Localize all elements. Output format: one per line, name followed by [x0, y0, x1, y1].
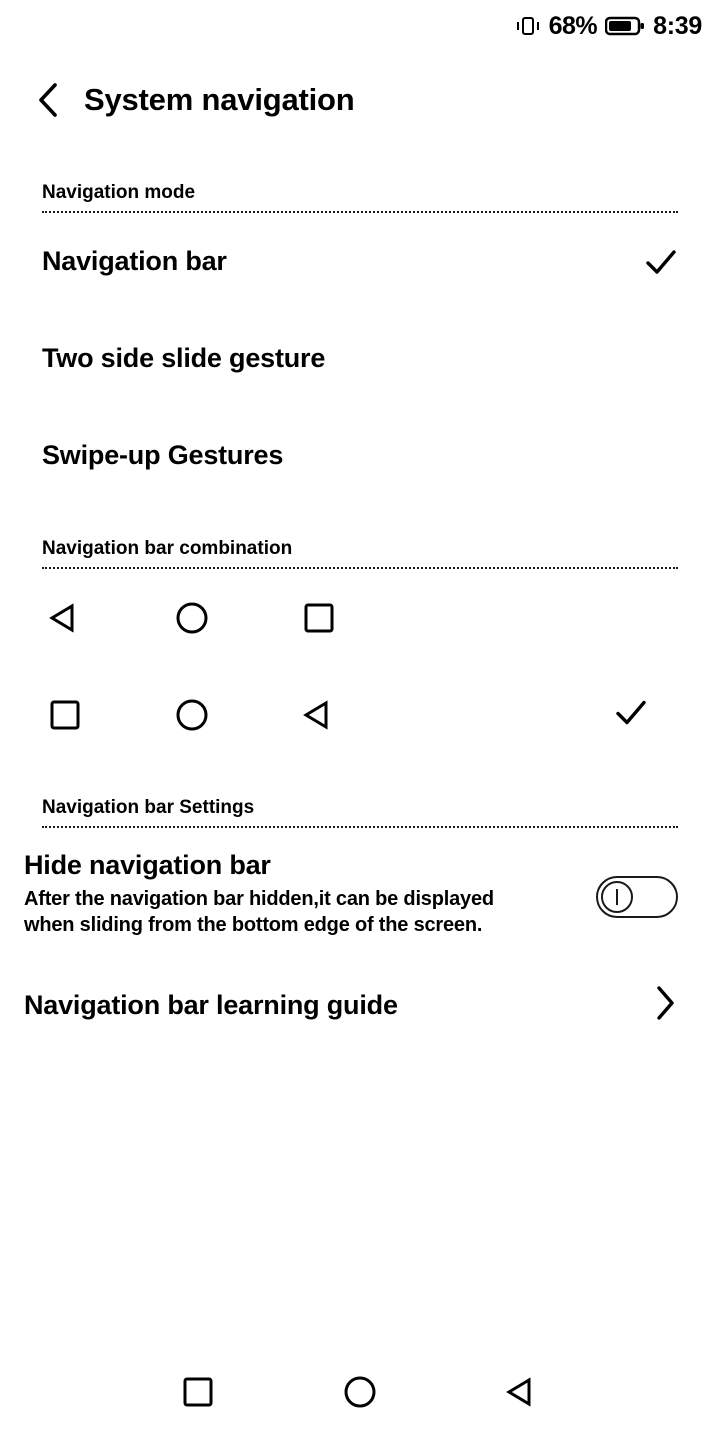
key-group — [42, 692, 342, 738]
status-bar-clock: 8:39 — [653, 11, 702, 40]
mode-option-swipe-up-gestures[interactable] — [0, 407, 720, 504]
mode-option-label: Two side slide gesture — [42, 343, 326, 373]
home-icon — [169, 595, 215, 641]
recents-icon — [42, 692, 88, 738]
section-navigation-bar-settings-header — [42, 763, 678, 828]
system-navigation-bar — [0, 1344, 720, 1440]
setting-hide-navigation-bar[interactable] — [0, 828, 720, 948]
chevron-right-icon — [652, 984, 678, 1027]
setting-title: Navigation bar learning guide — [24, 990, 398, 1021]
setting-text-block — [24, 850, 544, 938]
recents-icon — [296, 595, 342, 641]
status-bar — [0, 0, 720, 52]
recents-icon[interactable] — [172, 1366, 224, 1418]
setting-title: Hide navigation bar — [24, 850, 271, 880]
mode-option-two-side-slide-gesture[interactable] — [0, 310, 720, 407]
title-bar — [0, 52, 720, 148]
back-icon[interactable] — [496, 1366, 548, 1418]
page-title: System navigation — [84, 82, 355, 117]
check-icon — [644, 245, 678, 279]
vibrate-icon — [515, 15, 541, 37]
battery-percent-label: 68% — [548, 11, 598, 40]
combination-option-recents-home-back[interactable] — [0, 666, 720, 763]
combination-option-back-home-recents[interactable] — [0, 569, 720, 666]
check-icon — [614, 695, 648, 734]
battery-icon — [605, 15, 645, 37]
back-icon — [296, 692, 342, 738]
mode-option-label: Navigation bar — [42, 246, 227, 276]
mode-option-label: Swipe-up Gestures — [42, 440, 284, 470]
back-icon — [42, 595, 88, 641]
setting-description: After the navigation bar hidden,it can be displayed when sliding from the bottom edge of the screen. — [24, 888, 494, 936]
chevron-left-icon[interactable] — [34, 80, 64, 120]
home-icon[interactable] — [334, 1366, 386, 1418]
section-navigation-mode-header — [42, 148, 678, 213]
mode-option-navigation-bar[interactable] — [0, 213, 720, 310]
home-icon — [169, 692, 215, 738]
toggle-knob — [601, 881, 633, 913]
setting-navigation-bar-learning-guide[interactable] — [0, 948, 720, 1063]
key-group — [42, 595, 342, 641]
section-label: Navigation mode — [42, 182, 196, 203]
section-navigation-bar-combination-header — [42, 504, 678, 569]
hide-navigation-bar-toggle[interactable] — [596, 876, 678, 918]
section-label: Navigation bar combination — [42, 538, 293, 559]
section-label: Navigation bar Settings — [42, 797, 255, 818]
